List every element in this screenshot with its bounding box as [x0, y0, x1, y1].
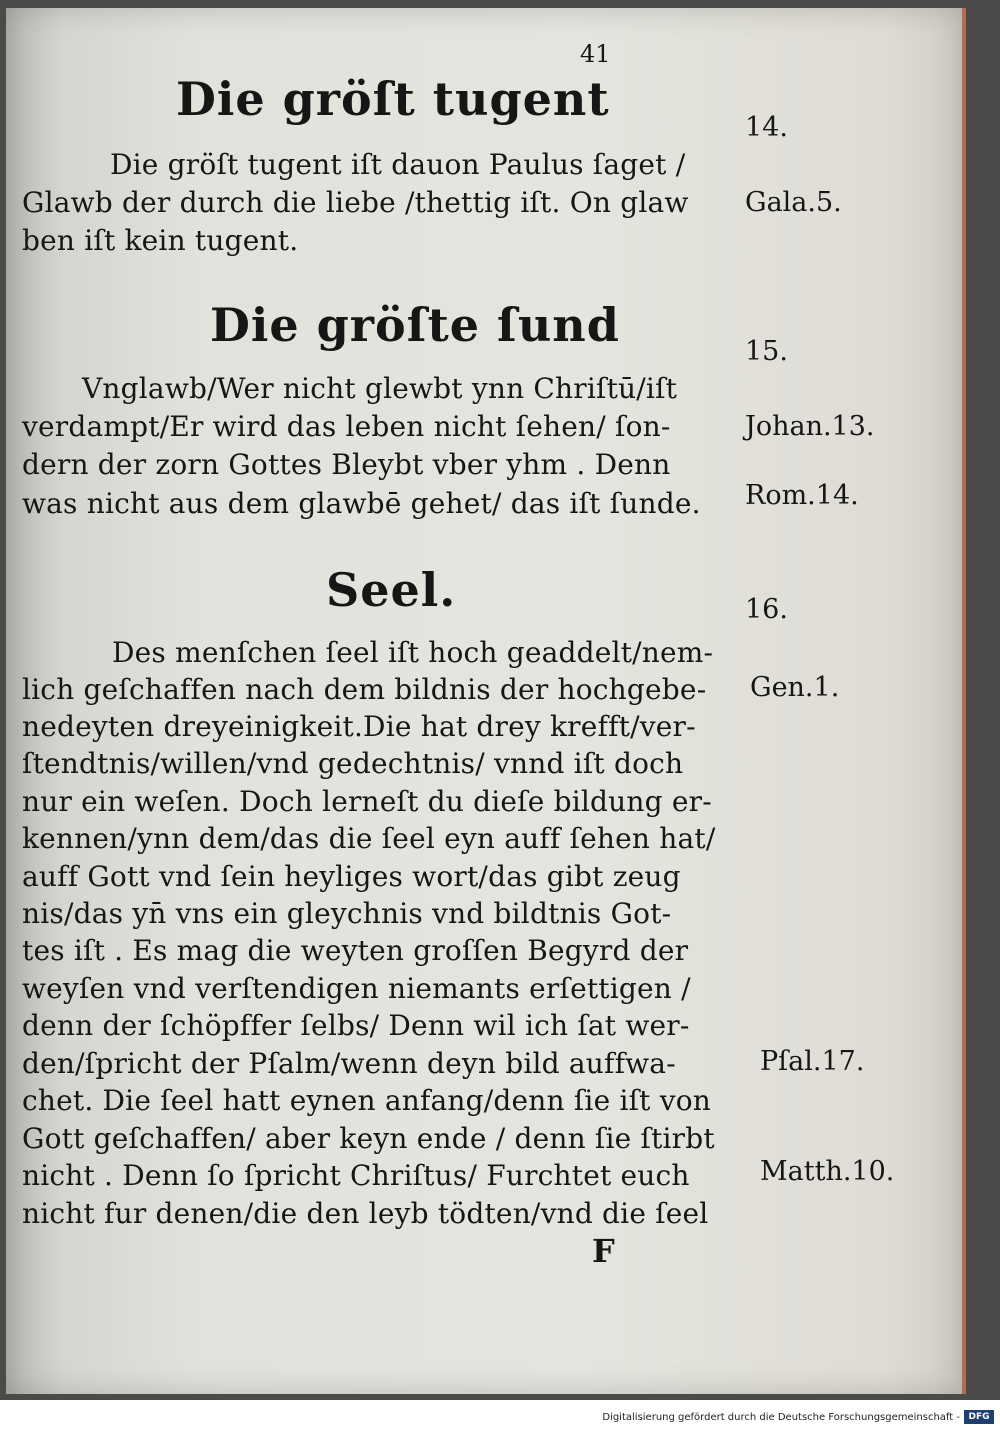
text-line: Die gröſt tugent iſt dauon Paulus ſaget /	[110, 148, 686, 181]
text-line: nicht fur denen/die den leyb tödten/vnd die ſeel	[22, 1197, 709, 1230]
text-line: Glawb der durch die liebe /thettig iſt. On glaw	[22, 186, 689, 219]
text-line: was nicht aus dem glawbē gehet/ das iſt ſunde.	[22, 487, 701, 520]
signature-mark: F	[592, 1232, 616, 1270]
margin-number-15: 15.	[745, 336, 788, 367]
text-line: dern der zorn Gottes Bleybt vber yhm . Denn	[22, 448, 671, 481]
margin-ref-gala: Gala.5.	[745, 187, 842, 218]
dfg-logo-icon: DFG	[964, 1410, 994, 1424]
text-line: ben iſt kein tugent.	[22, 224, 299, 257]
margin-ref-gen: Gen.1.	[750, 672, 840, 703]
margin-number-14: 14.	[745, 112, 788, 143]
text-line: tes iſt . Es mag die weyten groſſen Begyrd der	[22, 934, 689, 967]
text-line: kennen/ynn dem/das die ſeel eyn auff ſehen hat/	[22, 822, 716, 855]
text-line: verdampt/Er wird das leben nicht ſehen/ ſon-	[22, 410, 671, 443]
text-line: Gott geſchaffen/ aber keyn ende / denn ſie ſtirbt	[22, 1122, 715, 1155]
margin-ref-matth: Matth.10.	[760, 1156, 895, 1187]
text-line: nedeyten dreyeinigkeit.Die hat drey krefft/ver-	[22, 710, 696, 743]
text-line: den/ſpricht der Pſalm/wenn deyn bild auffwa-	[22, 1047, 676, 1080]
text-line: weyſen vnd verſtendigen niemants erſettigen /	[22, 972, 691, 1005]
text-line: chet. Die ſeel hatt eynen anfang/denn ſie iſt von	[22, 1084, 712, 1117]
heading-virtue: Die gröſt tugent	[176, 72, 610, 126]
heading-soul: Seel.	[326, 563, 457, 617]
text-line: denn der ſchöpffer ſelbs/ Denn wil ich ſat wer-	[22, 1009, 690, 1042]
margin-number-16: 16.	[745, 594, 788, 625]
text-line: Des menſchen ſeel iſt hoch geaddelt/nem-	[112, 636, 714, 669]
text-line: ſtendtnis/willen/vnd gedechtnis/ vnnd iſt doch	[22, 747, 684, 780]
text-line: nur ein weſen. Doch lerneſt du dieſe bildung er-	[22, 785, 712, 818]
text-line: auff Gott vnd ſein heyliges wort/das gibt zeug	[22, 860, 681, 893]
text-line: lich geſchaffen nach dem bildnis der hochgebe-	[22, 673, 707, 706]
margin-ref-johan: Johan.13.	[745, 411, 875, 442]
footer-credit: Digitalisierung gefördert durch die Deutsche Forschungsgemeinschaft -	[602, 1412, 960, 1423]
page-number: 41	[580, 40, 611, 68]
text-line: Vnglawb/Wer nicht glewbt ynn Chriſtū/iſt	[82, 372, 678, 405]
margin-ref-psal: Pſal.17.	[760, 1046, 865, 1077]
margin-ref-rom: Rom.14.	[745, 480, 859, 511]
text-line: nis/das yn̄ vns ein gleychnis vnd bildtnis Got-	[22, 897, 672, 930]
heading-sin: Die gröſte ſund	[210, 298, 620, 352]
text-line: nicht . Denn ſo ſpricht Chriſtus/ Furchtet euch	[22, 1159, 690, 1192]
